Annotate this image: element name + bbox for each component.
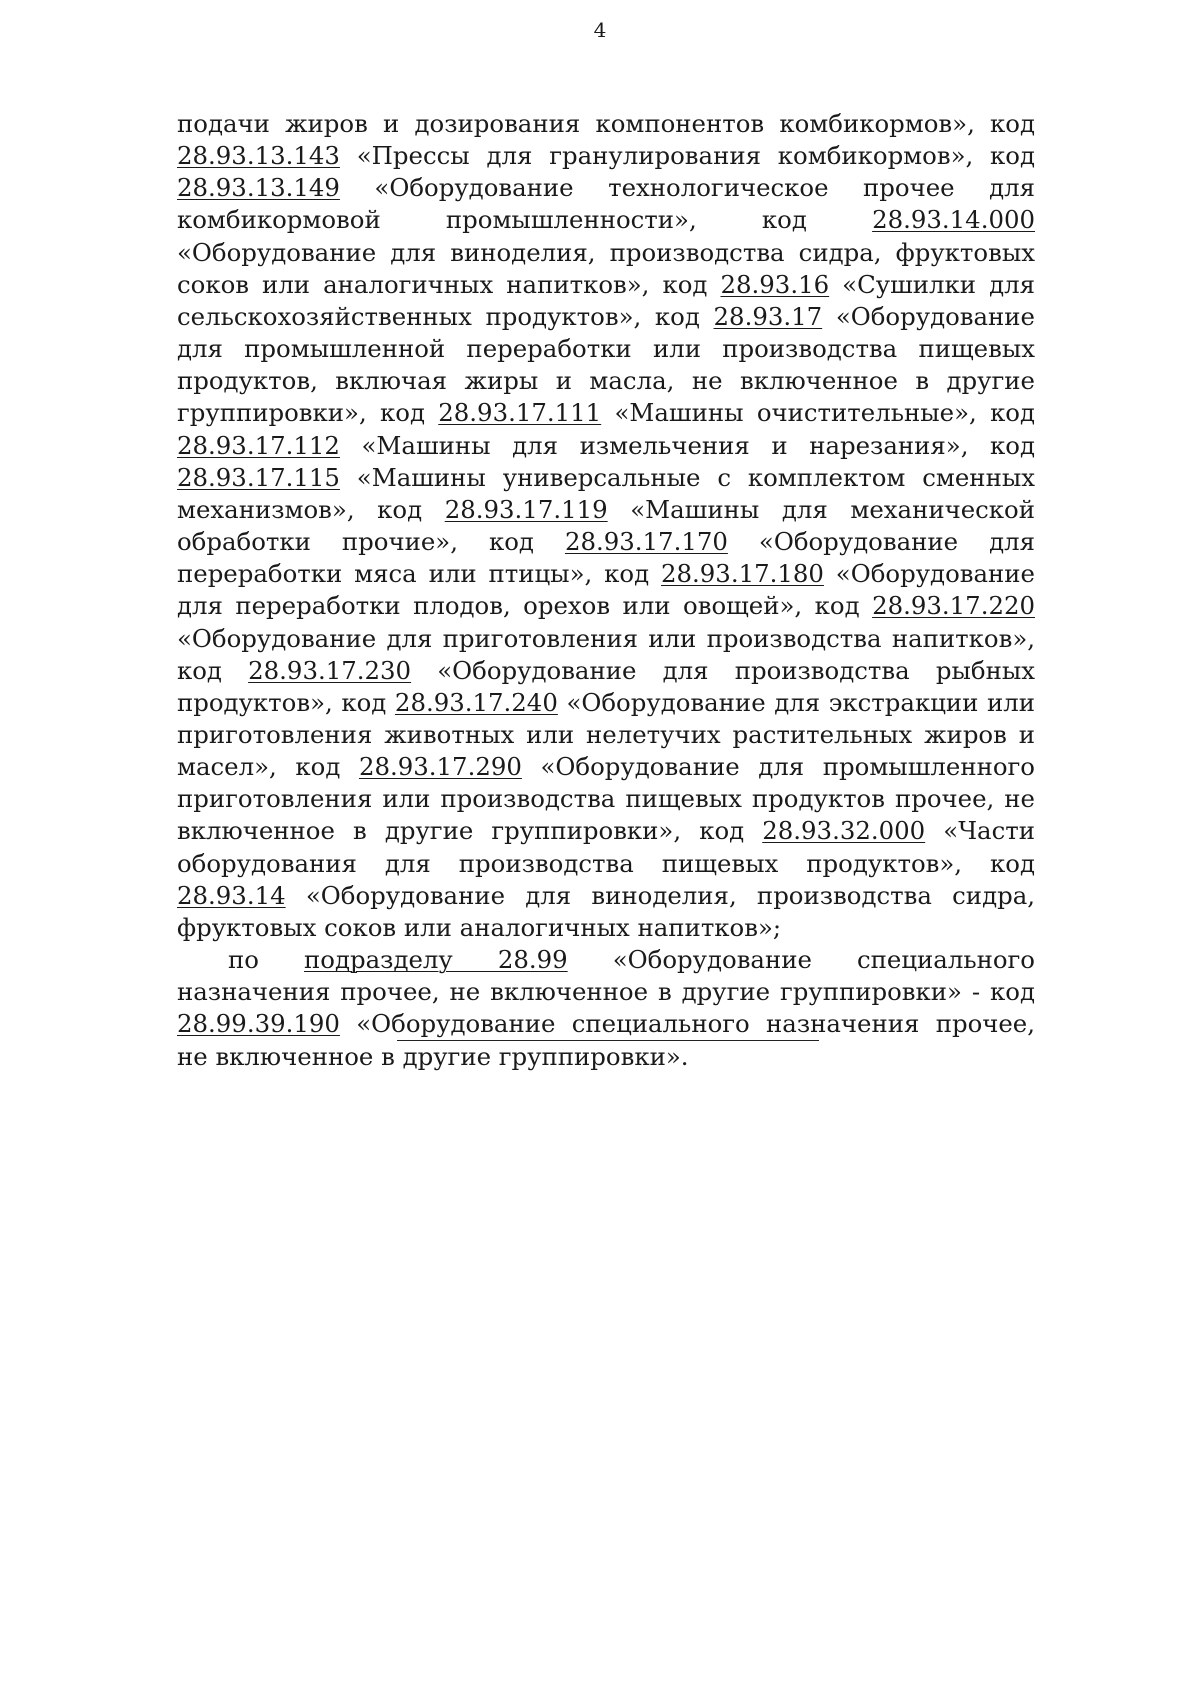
text-fragment: «Оборудование для виноделия, производства сидра, фруктовых соков или аналогичных напитков»;	[177, 880, 1035, 942]
text-fragment: «Прессы для гранулирования комбикормов», код	[339, 141, 1035, 171]
classifier-code-link[interactable]: 28.93.17	[713, 301, 823, 331]
classifier-code-link[interactable]: 28.93.17.170	[564, 527, 728, 557]
text-fragment: подачи жиров и дозирования компонентов комбикормов», код	[177, 109, 1035, 138]
classifier-code-link[interactable]: 28.93.17.240	[394, 687, 558, 717]
text-fragment: «Сушилки для сельскохозяйственных продуктов», код	[177, 269, 1036, 331]
classifier-code-link[interactable]: 28.93.14	[177, 880, 286, 910]
classifier-code-link[interactable]: 28.93.14.000	[872, 205, 1035, 235]
text-fragment: «Оборудование технологическое прочее для комбикормовой промышленности», код	[177, 173, 1035, 235]
classifier-code-link[interactable]: 28.93.16	[720, 269, 830, 299]
text-fragment: «Оборудование для производства рыбных продуктов», код	[177, 655, 1035, 717]
text-fragment: «Оборудование для виноделия, производства сидра, фруктовых соков или аналогичных напитков», код	[177, 237, 1035, 299]
classifier-code-link[interactable]: 28.93.17.290	[358, 752, 522, 782]
text-fragment: «Оборудование для промышленного приготовления или производства пищевых продуктов прочее, не включенное в другие группировки», код	[177, 752, 1035, 846]
text-fragment: «Машины для измельчения и нарезания», код	[339, 430, 1035, 460]
classifier-code-link[interactable]: подразделу 28.99	[304, 945, 568, 975]
text-fragment: «Оборудование для промышленной переработки или производства пищевых продуктов, включая жиры и масла, не включенное в другие группировки», код	[177, 301, 1035, 428]
classifier-code-link[interactable]: 28.93.13.143	[177, 141, 340, 171]
classifier-code-link[interactable]: 28.99.39.190	[177, 1009, 340, 1039]
paragraph-subsection-28-99	[177, 944, 1035, 1073]
text-fragment: «Машины универсальные с комплектом сменных механизмов», код	[177, 462, 1035, 524]
text-fragment: «Машины для механической обработки прочие», код	[177, 494, 1035, 557]
text-fragment: «Оборудование для переработки плодов, орехов или овощей», код	[177, 559, 1035, 621]
paragraph-equipment-codes	[177, 108, 1035, 944]
text-fragment: «Оборудование специального назначения прочее, не включенное в другие группировки» - код	[177, 945, 1035, 1007]
text-fragment: «Машины очистительные», код	[601, 398, 1036, 428]
classifier-code-link[interactable]: 28.93.17.115	[177, 462, 340, 492]
text-fragment: «Оборудование специального назначения прочее, не включенное в другие группировки».	[177, 1009, 1035, 1071]
classifier-code-link[interactable]: 28.93.17.119	[444, 494, 608, 524]
text-fragment: «Оборудование для переработки мяса или птицы», код	[177, 527, 1035, 589]
document-body	[177, 108, 1035, 1073]
classifier-code-link[interactable]: 28.93.32.000	[762, 816, 926, 846]
classifier-code-link[interactable]: 28.93.17.220	[872, 591, 1035, 621]
page-number: 4	[593, 18, 607, 42]
classifier-code-link[interactable]: 28.93.13.149	[177, 173, 340, 203]
classifier-code-link[interactable]: 28.93.17.180	[661, 559, 824, 589]
classifier-code-link[interactable]: 28.93.17.112	[177, 430, 340, 460]
text-fragment: «Оборудование для приготовления или производства напитков», код	[177, 623, 1035, 685]
classifier-code-link[interactable]: 28.93.17.230	[248, 655, 412, 685]
text-fragment: «Оборудование для экстракции или приготовления животных или нелетучих растительных жиров и масел», код	[177, 687, 1035, 782]
end-of-text-divider	[397, 1040, 819, 1041]
classifier-code-link[interactable]: 28.93.17.111	[438, 398, 602, 428]
text-fragment: по	[228, 945, 305, 975]
text-fragment: «Части оборудования для производства пищевых продуктов», код	[177, 816, 1035, 878]
